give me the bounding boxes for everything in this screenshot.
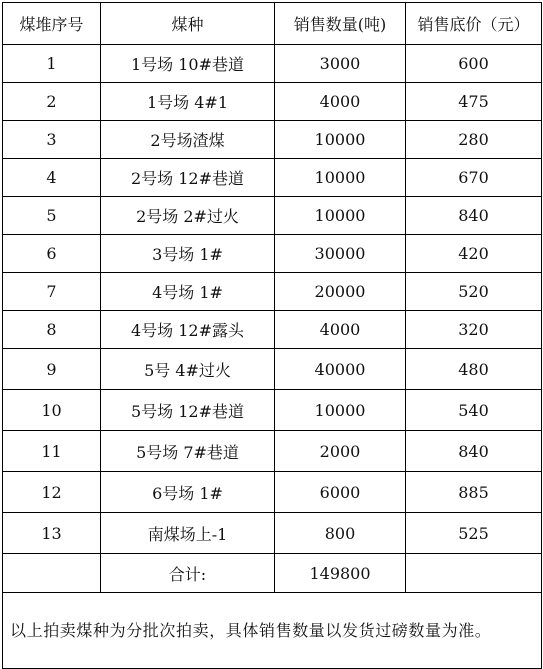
cell-pile-number: 7 [3,273,101,311]
cell-sales-quantity: 4000 [275,311,406,349]
table-row [3,349,542,390]
cell-pile-number: 9 [3,349,101,390]
table-row [3,431,542,472]
cell-pile-number: 3 [3,121,101,159]
total-label: 合计: [101,554,275,593]
cell-pile-number: 10 [3,390,101,431]
cell-reserve-price: 520 [406,273,542,311]
table-row [3,311,542,349]
header-coal-type: 煤种 [101,3,275,45]
total-quantity: 149800 [275,554,406,593]
note-row [3,593,542,669]
cell-coal-type: 2号场 12#巷道 [101,159,275,197]
cell-sales-quantity: 30000 [275,235,406,273]
cell-coal-type: 6号场 1# [101,472,275,513]
cell-pile-number: 4 [3,159,101,197]
auction-note: 以上拍卖煤种为分批次拍卖，具体销售数量以发货过磅数量为准。 [3,593,542,669]
cell-sales-quantity: 4000 [275,83,406,121]
cell-sales-quantity: 20000 [275,273,406,311]
cell-sales-quantity: 2000 [275,431,406,472]
total-price-empty-cell [406,554,542,593]
cell-coal-type: 3号场 1# [101,235,275,273]
cell-pile-number: 12 [3,472,101,513]
cell-reserve-price: 320 [406,311,542,349]
cell-coal-type: 5号场 12#巷道 [101,390,275,431]
header-pile-number: 煤堆序号 [3,3,101,45]
cell-pile-number: 6 [3,235,101,273]
table-row [3,513,542,554]
cell-reserve-price: 280 [406,121,542,159]
cell-reserve-price: 475 [406,83,542,121]
table-row [3,121,542,159]
cell-coal-type: 4号场 1# [101,273,275,311]
cell-reserve-price: 540 [406,390,542,431]
cell-sales-quantity: 3000 [275,45,406,83]
document [2,2,542,669]
cell-reserve-price: 420 [406,235,542,273]
cell-coal-type: 南煤场上-1 [101,513,275,554]
header-reserve-price: 销售底价（元） [406,3,542,45]
cell-pile-number: 5 [3,197,101,235]
cell-reserve-price: 840 [406,197,542,235]
cell-pile-number: 2 [3,83,101,121]
cell-pile-number: 1 [3,45,101,83]
table-header-row [3,3,542,45]
cell-coal-type: 2号场 2#过火 [101,197,275,235]
cell-pile-number: 11 [3,431,101,472]
table-row [3,45,542,83]
cell-coal-type: 5号场 7#巷道 [101,431,275,472]
table-row [3,83,542,121]
cell-sales-quantity: 40000 [275,349,406,390]
table-row [3,159,542,197]
cell-reserve-price: 885 [406,472,542,513]
cell-sales-quantity: 10000 [275,159,406,197]
cell-coal-type: 2号场渣煤 [101,121,275,159]
cell-coal-type: 1号场 10#巷道 [101,45,275,83]
table-row [3,390,542,431]
cell-pile-number: 8 [3,311,101,349]
cell-sales-quantity: 10000 [275,390,406,431]
cell-coal-type: 5号 4#过火 [101,349,275,390]
header-sales-quantity: 销售数量(吨) [275,3,406,45]
table-row [3,472,542,513]
cell-coal-type: 4号场 12#露头 [101,311,275,349]
table-row [3,273,542,311]
cell-coal-type: 1号场 4#1 [101,83,275,121]
cell-reserve-price: 480 [406,349,542,390]
cell-reserve-price: 840 [406,431,542,472]
total-row [3,554,542,593]
cell-pile-number: 13 [3,513,101,554]
coal-sales-table [2,2,542,669]
total-empty-cell [3,554,101,593]
cell-sales-quantity: 10000 [275,197,406,235]
cell-reserve-price: 600 [406,45,542,83]
cell-sales-quantity: 6000 [275,472,406,513]
cell-reserve-price: 670 [406,159,542,197]
cell-reserve-price: 525 [406,513,542,554]
cell-sales-quantity: 800 [275,513,406,554]
cell-sales-quantity: 10000 [275,121,406,159]
table-row [3,235,542,273]
table-row [3,197,542,235]
